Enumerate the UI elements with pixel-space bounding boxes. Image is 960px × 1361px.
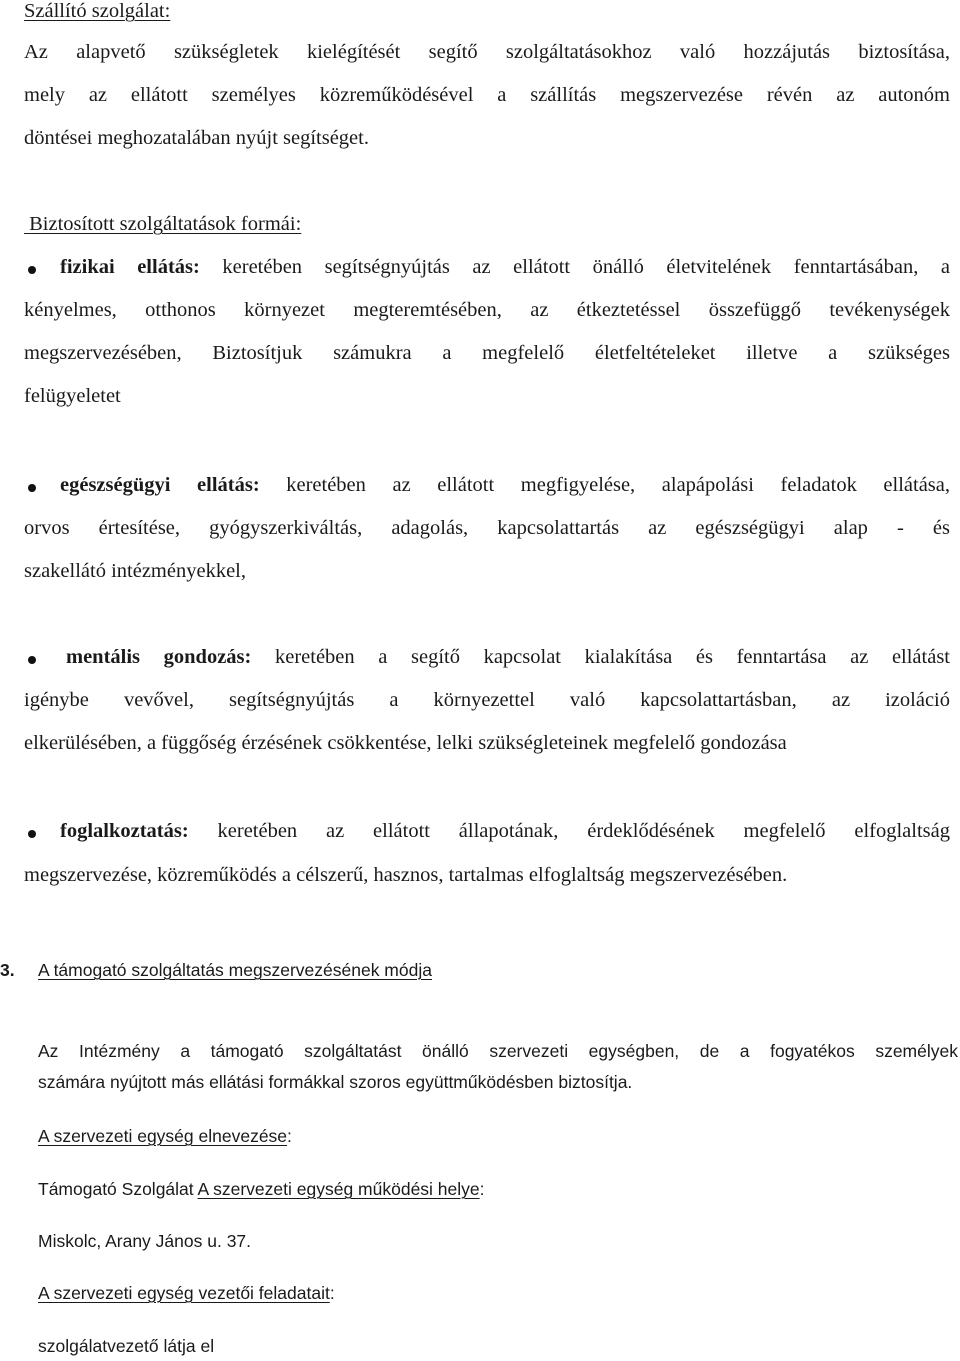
item-term: fizikai ellátás:: [60, 256, 200, 278]
transport-heading: Szállító szolgálat:: [24, 0, 171, 22]
item-text: keretében segítségnyújtás az ellátott önálló életvitelének fenntartásában, a: [199, 256, 950, 278]
item-foglalkoztatas-line-2: megszervezése, közreműködés a célszerű, hasznos, tartalmas elfoglaltság megszervezésében.: [24, 864, 788, 886]
item-fizikai-line-4: felügyeletet: [24, 385, 121, 407]
item-text: keretében az ellátott állapotának, érdeklődésének megfelelő elfoglaltság: [188, 820, 950, 842]
transport-line-2: mely az ellátott személyes közreműködésével a szállítás megszervezése révén az autonóm: [24, 84, 950, 106]
item-mentalis-first-line: [66, 646, 950, 669]
item-term: foglalkoztatás:: [60, 820, 189, 842]
item-fizikai-line-3: megszervezésében, Biztosítjuk számukra a megfelelő életfeltételeket illetve a szükséges: [24, 342, 950, 364]
item-egeszsegugyi-line-2: orvos értesítése, gyógyszerkiváltás, adagolás, kapcsolattartás az egészségügyi alap - és: [24, 517, 950, 539]
unit-name-and-location: Támogató Szolgálat A szervezeti egység működési helye:: [38, 1179, 485, 1199]
bullet-icon: [28, 830, 36, 838]
item-mentalis-line-2: igénybe vevővel, segítségnyújtás a környezettel való kapcsolattartásban, az izoláció: [24, 689, 950, 711]
address: Miskolc, Arany János u. 37.: [38, 1231, 252, 1251]
section-number: 3.: [0, 960, 15, 980]
item-egeszsegugyi-line-3: szakellátó intézményekkel,: [24, 560, 246, 582]
forms-heading: Biztosított szolgáltatások formái:: [29, 213, 302, 235]
item-text: keretében a segítő kapcsolat kialakítása és fenntartása az ellátást: [251, 646, 950, 668]
item-foglalkoztatas-first-line: [60, 820, 950, 843]
item-term: egészségügyi ellátás:: [60, 474, 260, 496]
leader-label: A szervezeti egység vezetői feladatait:: [38, 1283, 335, 1303]
item-fizikai-first-line: [60, 256, 950, 279]
location-label: A szervezeti egység működési helye: [197, 1179, 480, 1199]
item-term: mentális gondozás:: [66, 646, 252, 668]
intro-line-2: számára nyújtott más ellátási formákkal szoros együttműködésben biztosítja.: [38, 1072, 633, 1092]
intro-line-1: Az Intézmény a támogató szolgáltatást önálló szervezeti egységben, de a fogyatékos személyek: [38, 1041, 958, 1061]
transport-line-1: Az alapvető szükségletek kielégítését segítő szolgáltatásokhoz való hozzájutás biztosítása,: [24, 41, 950, 63]
item-text: keretében az ellátott megfigyelése, alapápolási feladatok ellátása,: [259, 474, 950, 496]
bullet-icon: [28, 484, 36, 492]
bullet-icon: [28, 266, 36, 274]
bullet-icon: [28, 656, 36, 664]
item-fizikai-line-2: kényelmes, otthonos környezet megteremtésében, az étkeztetéssel összefüggő tevékenységek: [24, 299, 950, 321]
transport-line-3: döntései meghozatalában nyújt segítséget.: [24, 127, 369, 149]
leader-value: szolgálatvezető látja el: [38, 1336, 215, 1356]
item-egeszsegugyi-first-line: [60, 474, 950, 497]
unit-name-value: Támogató Szolgálat: [38, 1179, 198, 1199]
unit-name-label: A szervezeti egység elnevezése:: [38, 1126, 292, 1146]
item-mentalis-line-3: elkerülésében, a függőség érzésének csökkentése, lelki szükségleteinek megfelelő gondozása: [24, 732, 787, 754]
section-title: A támogató szolgáltatás megszervezésének módja: [38, 960, 432, 980]
